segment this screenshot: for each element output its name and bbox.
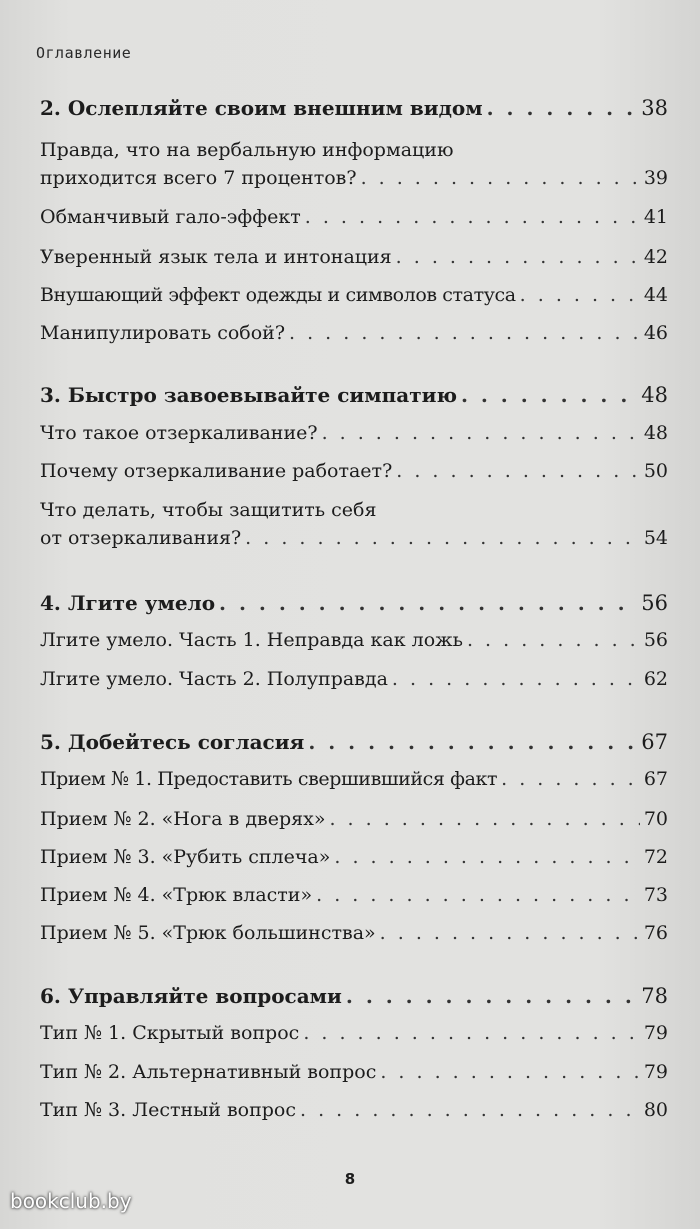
toc-page-number: 70 — [643, 808, 668, 830]
toc-entry — [40, 766, 668, 792]
toc-entry — [40, 920, 668, 946]
toc-entry — [40, 882, 668, 908]
toc-title: Что делать, чтобы защитить себя — [40, 499, 377, 521]
toc-page-number: 79 — [643, 1061, 668, 1083]
toc-title-line2: приходится всего 7 процентов? — [40, 167, 357, 189]
toc-entry — [40, 204, 668, 230]
toc-entry — [40, 420, 668, 446]
toc-chapter-5 — [40, 729, 668, 755]
dot-leader — [380, 1059, 639, 1085]
dot-leader — [380, 920, 640, 946]
dot-leader — [300, 1097, 640, 1123]
toc-entry — [40, 844, 668, 870]
toc-page-number: 67 — [643, 768, 668, 790]
toc-page-number: 62 — [643, 668, 668, 690]
toc-title: Лгите умело. Часть 1. Неправда как ложь — [40, 629, 463, 651]
toc-page-number: 56 — [641, 591, 668, 615]
toc-entry — [40, 1097, 668, 1123]
toc-page-number: 50 — [643, 460, 668, 482]
toc-entry — [40, 244, 668, 270]
toc-title: Прием № 3. «Рубить сплеча» — [40, 846, 331, 868]
toc-entry — [40, 458, 668, 484]
toc-entry — [40, 137, 668, 163]
dot-leader — [487, 95, 638, 121]
toc-title: 5. Добейтесь согласия — [40, 730, 305, 754]
dot-leader — [501, 766, 640, 792]
toc-title: Прием № 5. «Трюк большинства» — [40, 922, 376, 944]
dot-leader — [392, 666, 640, 692]
toc-entry — [40, 497, 668, 523]
toc-title: Лгите умело. Часть 2. Полуправда — [40, 668, 388, 690]
dot-leader — [289, 320, 640, 346]
toc-page-number: 39 — [643, 167, 668, 189]
dot-leader — [334, 844, 639, 870]
dot-leader — [396, 458, 640, 484]
dot-leader — [219, 590, 637, 616]
toc-title: 6. Управляйте вопросами — [40, 984, 342, 1008]
dot-leader — [520, 282, 640, 308]
dot-leader — [467, 627, 640, 653]
toc-chapter-2 — [40, 95, 668, 121]
toc-chapter-4 — [40, 590, 668, 616]
toc-page-number: 48 — [641, 383, 668, 407]
toc-title-line2: от отзеркаливания? — [40, 527, 242, 549]
toc-title: Тип № 3. Лестный вопрос — [40, 1099, 297, 1121]
page-folio: 8 — [344, 1170, 356, 1188]
dot-leader — [303, 1020, 640, 1046]
toc-page-number: 78 — [641, 984, 668, 1008]
toc-title: Почему отзеркаливание работает? — [40, 460, 393, 482]
toc-title: Манипулировать собой? — [40, 322, 286, 344]
toc-chapter-3 — [40, 382, 668, 408]
toc-page-number: 38 — [641, 96, 668, 120]
toc-entry — [40, 666, 668, 692]
toc-chapter-6 — [40, 983, 668, 1009]
toc-title: Уверенный язык тела и интонация — [40, 246, 392, 268]
toc-page-number: 79 — [643, 1022, 668, 1044]
toc-page-number: 76 — [643, 922, 668, 944]
toc-title: Что такое отзеркаливание? — [40, 422, 318, 444]
dot-leader — [322, 420, 640, 446]
toc-entry-continued — [40, 525, 668, 551]
dot-leader — [461, 382, 637, 408]
toc-page-number: 48 — [643, 422, 668, 444]
toc-page-number: 67 — [641, 730, 668, 754]
toc-title: Прием № 4. «Трюк власти» — [40, 884, 313, 906]
dot-leader — [346, 983, 637, 1009]
dot-leader — [396, 244, 640, 270]
toc-title: Тип № 1. Скрытый вопрос — [40, 1022, 300, 1044]
dot-leader — [316, 882, 640, 908]
dot-leader — [308, 729, 637, 755]
dot-leader — [305, 204, 640, 230]
toc-title: 3. Быстро завоевывайте симпатию — [40, 383, 457, 407]
toc-page-number: 46 — [643, 322, 668, 344]
watermark-text: bookclub.by — [10, 1189, 132, 1213]
toc-title: Прием № 1. Предоставить свершившийся факт — [40, 768, 498, 790]
toc-title: 2. Ослепляйте своим внешним видом — [40, 96, 483, 120]
running-head: Оглавление — [36, 44, 132, 62]
toc-entry — [40, 627, 668, 653]
toc-title: 4. Лгите умело — [40, 591, 216, 615]
toc-title: Правда, что на вербальную информацию — [40, 139, 454, 161]
toc-entry — [40, 806, 668, 832]
toc-title: Внушающий эффект одежды и символов статуса — [40, 284, 516, 306]
toc-page-number: 56 — [643, 629, 668, 651]
toc-title: Прием № 2. «Нога в дверях» — [40, 808, 326, 830]
toc-entry — [40, 1059, 668, 1085]
toc-title: Обманчивый гало-эффект — [40, 206, 301, 228]
dot-leader — [361, 165, 640, 191]
dot-leader — [245, 525, 640, 551]
dot-leader — [329, 806, 639, 832]
toc-page-number: 54 — [643, 527, 668, 549]
toc-entry — [40, 320, 668, 346]
toc-title: Тип № 2. Альтернативный вопрос — [40, 1061, 377, 1083]
toc-entry-continued — [40, 165, 668, 191]
toc-page-number: 41 — [643, 206, 668, 228]
toc-page-number: 42 — [643, 246, 668, 268]
toc-entry — [40, 1020, 668, 1046]
toc-page-number: 80 — [643, 1099, 668, 1121]
toc-entry — [40, 282, 668, 308]
toc-page-number: 73 — [643, 884, 668, 906]
toc-page-number: 72 — [643, 846, 668, 868]
toc-page-number: 44 — [643, 284, 668, 306]
